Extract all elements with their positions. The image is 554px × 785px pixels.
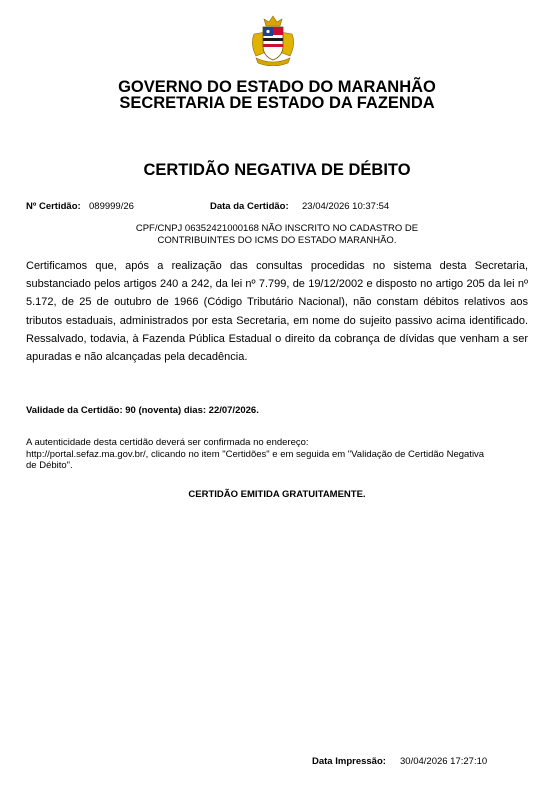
registration-status-line: CPF/CNPJ 06352421000168 NÃO INSCRITO NO CADASTRO DE [135,223,419,234]
free-issuance-notice: CERTIDÃO EMITIDA GRATUITAMENTE. [188,489,366,500]
certificate-date-label: Data da Certidão: [210,201,289,212]
certificate-number-label: Nº Certidão: [26,201,81,212]
authenticity-line: de Débito". [26,460,73,471]
certification-paragraph: Certificamos que, após a realização das consultas procedidas no sistema desta Secretaria, substanciado pelos artigos 240 a 242, da lei nº 7.799, de 19/12/2002 e disposto no artigo 205 da lei nº 5.172, de 25 de outubro de 1966 (Código Tributário Nacional), não constam débitos relativos aos tributos estaduais, administrados por esta Secretaria, em nome do sujeito passivo acima identificado. Ressalvado, todavia, à Fazenda Pública Estadual o direito da cobrança de dívidas que venham a ser apuradas e não alcançadas pela decadência. [26,260,528,364]
secretariat-name: SECRETARIA DE ESTADO DA FAZENDA [119,94,435,112]
validity-statement: Validade da Certidão: 90 (noventa) dias: 22/07/2026. [26,405,259,416]
maranhao-coat-of-arms-icon [248,14,298,66]
authenticity-line: http://portal.sefaz.ma.gov.br/, clicando no item "Certidões" e em seguida em "Validação de Certidão Negativa [26,448,485,460]
print-date: 30/04/2026 17:27:10 [400,756,488,767]
certificate-number: 089999/26 [89,201,134,212]
registration-status [0,223,554,247]
certificate-date: 23/04/2026 10:37:54 [302,201,390,212]
registration-status-line: CONTRIBUINTES DO ICMS DO ESTADO MARANHÃO. [157,235,397,246]
print-date-label: Data Impressão: [312,756,386,767]
authenticity-line: A autenticidade desta certidão deverá ser confirmada no endereço: [26,437,309,448]
document-title: CERTIDÃO NEGATIVA DE DÉBITO [143,161,411,179]
government-name: GOVERNO DO ESTADO DO MARANHÃO [118,78,436,96]
authenticity-notice [26,437,531,472]
